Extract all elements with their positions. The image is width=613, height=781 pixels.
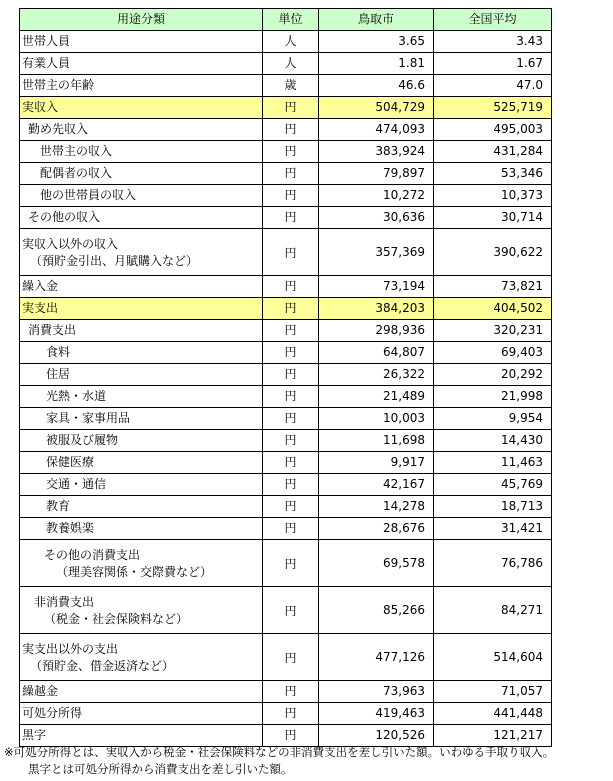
row-label	[20, 540, 263, 587]
row-label-sub: （税金・社会保険料など）	[44, 612, 189, 626]
row-label-main: 実支出以外の支出	[22, 642, 119, 656]
row-unit: 円	[263, 703, 319, 725]
row-national-value: 9,954	[434, 408, 552, 430]
row-unit: 円	[263, 430, 319, 452]
row-label: 消費支出	[20, 320, 263, 342]
row-tottori-value: 10,003	[319, 408, 434, 430]
row-label: 配偶者の収入	[20, 163, 263, 185]
row-unit: 円	[263, 725, 319, 747]
row-national-value: 47.0	[434, 75, 552, 97]
row-tottori-value: 3.65	[319, 31, 434, 53]
table-row	[20, 587, 552, 634]
table-row-highlight	[20, 97, 552, 119]
row-tottori-value: 419,463	[319, 703, 434, 725]
table-row	[20, 276, 552, 298]
row-national-value: 431,284	[434, 141, 552, 163]
table-row	[20, 207, 552, 229]
row-label: 世帯主の収入	[20, 141, 263, 163]
header-unit: 単位	[263, 9, 319, 31]
row-unit: 円	[263, 141, 319, 163]
row-label-main: その他の消費支出	[44, 548, 141, 562]
table-row	[20, 141, 552, 163]
row-national-value: 514,604	[434, 634, 552, 681]
row-unit: 人	[263, 53, 319, 75]
row-unit: 円	[263, 97, 319, 119]
row-tottori-value: 383,924	[319, 141, 434, 163]
row-national-value: 71,057	[434, 681, 552, 703]
row-unit: 円	[263, 320, 319, 342]
row-unit: 円	[263, 496, 319, 518]
row-tottori-value: 11,698	[319, 430, 434, 452]
row-national-value: 21,998	[434, 386, 552, 408]
table-row	[20, 540, 552, 587]
row-national-value: 18,713	[434, 496, 552, 518]
row-national-value: 441,448	[434, 703, 552, 725]
row-tottori-value: 73,963	[319, 681, 434, 703]
row-label: 教育	[20, 496, 263, 518]
row-label: 家具・家事用品	[20, 408, 263, 430]
header-category: 用途分類	[20, 9, 263, 31]
row-tottori-value: 384,203	[319, 298, 434, 320]
table-row	[20, 430, 552, 452]
row-tottori-value: 28,676	[319, 518, 434, 540]
row-national-value: 495,003	[434, 119, 552, 141]
row-unit: 円	[263, 207, 319, 229]
row-label	[20, 229, 263, 276]
row-tottori-value: 1.81	[319, 53, 434, 75]
row-label: 光熱・水道	[20, 386, 263, 408]
row-label: 勤め先収入	[20, 119, 263, 141]
row-unit: 円	[263, 298, 319, 320]
row-tottori-value: 85,266	[319, 587, 434, 634]
row-unit: 円	[263, 163, 319, 185]
row-label-main: 実収入以外の収入	[22, 237, 119, 251]
row-national-value: 30,714	[434, 207, 552, 229]
row-tottori-value: 79,897	[319, 163, 434, 185]
row-national-value: 320,231	[434, 320, 552, 342]
row-tottori-value: 46.6	[319, 75, 434, 97]
household-budget-table-container	[19, 8, 552, 747]
row-tottori-value: 64,807	[319, 342, 434, 364]
row-label: 教養娯楽	[20, 518, 263, 540]
row-label: 交通・通信	[20, 474, 263, 496]
row-tottori-value: 477,126	[319, 634, 434, 681]
row-tottori-value: 120,526	[319, 725, 434, 747]
table-row	[20, 53, 552, 75]
row-tottori-value: 69,578	[319, 540, 434, 587]
row-label-sub: （理美容関係・交際費など）	[56, 565, 213, 579]
footnote-surplus: 黒字とは可処分所得から消費支出を差し引いた額。	[28, 762, 293, 776]
row-national-value: 10,373	[434, 185, 552, 207]
table-row	[20, 31, 552, 53]
row-national-value: 1.67	[434, 53, 552, 75]
table-row	[20, 703, 552, 725]
row-label	[20, 587, 263, 634]
row-unit: 円	[263, 119, 319, 141]
row-national-value: 404,502	[434, 298, 552, 320]
table-row	[20, 119, 552, 141]
row-national-value: 3.43	[434, 31, 552, 53]
row-national-value: 45,769	[434, 474, 552, 496]
footnotes	[4, 744, 555, 778]
row-label: 食料	[20, 342, 263, 364]
row-national-value: 69,403	[434, 342, 552, 364]
table-row	[20, 496, 552, 518]
household-budget-table	[19, 8, 552, 747]
row-label: 実収入	[20, 97, 263, 119]
row-label-sub: （預貯金、借金返済など）	[30, 659, 175, 673]
row-tottori-value: 9,917	[319, 452, 434, 474]
row-unit: 円	[263, 229, 319, 276]
row-unit: 円	[263, 342, 319, 364]
row-label: 世帯人員	[20, 31, 263, 53]
table-row	[20, 229, 552, 276]
row-unit: 円	[263, 386, 319, 408]
row-label: 他の世帯員の収入	[20, 185, 263, 207]
row-national-value: 390,622	[434, 229, 552, 276]
table-row	[20, 342, 552, 364]
row-unit: 歳	[263, 75, 319, 97]
header-national: 全国平均	[434, 9, 552, 31]
row-tottori-value: 26,322	[319, 364, 434, 386]
table-row	[20, 185, 552, 207]
footnote-disposable-income: ※可処分所得とは、実収入から税金・社会保険料などの非消費支出を差し引いた額。いわゆる手取り収入。	[4, 745, 555, 759]
table-row	[20, 320, 552, 342]
row-label-main: 非消費支出	[34, 595, 95, 609]
row-unit: 円	[263, 452, 319, 474]
row-tottori-value: 21,489	[319, 386, 434, 408]
row-unit: 円	[263, 540, 319, 587]
row-national-value: 31,421	[434, 518, 552, 540]
row-national-value: 53,346	[434, 163, 552, 185]
table-row-highlight	[20, 298, 552, 320]
table-header-row	[20, 9, 552, 31]
row-national-value: 76,786	[434, 540, 552, 587]
row-label: 繰入金	[20, 276, 263, 298]
row-label: 黒字	[20, 725, 263, 747]
row-label: その他の収入	[20, 207, 263, 229]
row-label: 住居	[20, 364, 263, 386]
table-row	[20, 474, 552, 496]
row-national-value: 11,463	[434, 452, 552, 474]
row-tottori-value: 42,167	[319, 474, 434, 496]
row-unit: 円	[263, 185, 319, 207]
row-tottori-value: 30,636	[319, 207, 434, 229]
table-row	[20, 75, 552, 97]
table-row	[20, 518, 552, 540]
row-tottori-value: 504,729	[319, 97, 434, 119]
row-label: 世帯主の年齢	[20, 75, 263, 97]
row-unit: 円	[263, 681, 319, 703]
table-row	[20, 452, 552, 474]
row-tottori-value: 474,093	[319, 119, 434, 141]
row-unit: 円	[263, 634, 319, 681]
row-tottori-value: 14,278	[319, 496, 434, 518]
table-row	[20, 681, 552, 703]
row-national-value: 525,719	[434, 97, 552, 119]
row-unit: 円	[263, 474, 319, 496]
row-label: 可処分所得	[20, 703, 263, 725]
row-unit: 円	[263, 518, 319, 540]
row-label	[20, 634, 263, 681]
header-tottori: 鳥取市	[319, 9, 434, 31]
row-tottori-value: 357,369	[319, 229, 434, 276]
row-tottori-value: 10,272	[319, 185, 434, 207]
row-national-value: 20,292	[434, 364, 552, 386]
row-national-value: 84,271	[434, 587, 552, 634]
table-row	[20, 386, 552, 408]
row-unit: 円	[263, 587, 319, 634]
row-unit: 円	[263, 408, 319, 430]
row-tottori-value: 298,936	[319, 320, 434, 342]
table-row	[20, 634, 552, 681]
row-unit: 円	[263, 364, 319, 386]
row-label-sub: （預貯金引出、月賦購入など）	[30, 254, 199, 268]
row-label: 保健医療	[20, 452, 263, 474]
row-label: 繰越金	[20, 681, 263, 703]
table-row	[20, 408, 552, 430]
row-unit: 円	[263, 276, 319, 298]
row-unit: 人	[263, 31, 319, 53]
row-label: 有業人員	[20, 53, 263, 75]
row-national-value: 73,821	[434, 276, 552, 298]
row-label: 被服及び履物	[20, 430, 263, 452]
row-label: 実支出	[20, 298, 263, 320]
table-row	[20, 163, 552, 185]
row-tottori-value: 73,194	[319, 276, 434, 298]
row-national-value: 14,430	[434, 430, 552, 452]
row-national-value: 121,217	[434, 725, 552, 747]
table-row	[20, 364, 552, 386]
